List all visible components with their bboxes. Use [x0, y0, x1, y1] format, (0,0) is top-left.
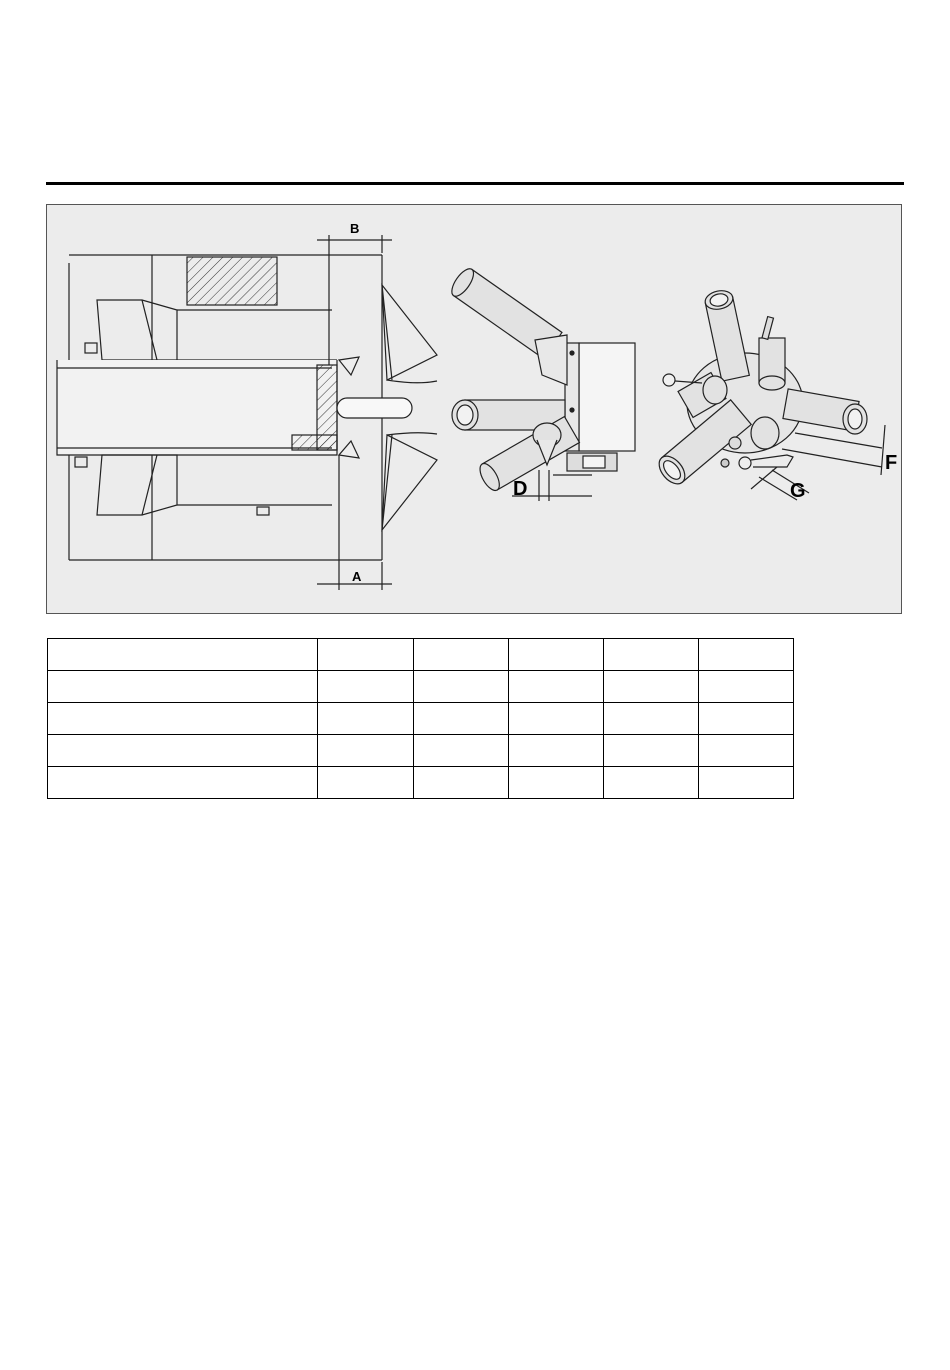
table-cell — [48, 767, 318, 799]
table-cell — [414, 767, 509, 799]
table-cell — [604, 703, 699, 735]
table-cell — [699, 767, 794, 799]
burner-drawing — [47, 205, 903, 615]
table-cell — [604, 639, 699, 671]
table-cell — [414, 639, 509, 671]
table-cell — [699, 639, 794, 671]
dimension-label-d: D — [513, 478, 528, 500]
table-row — [48, 639, 794, 671]
side-view — [448, 265, 635, 501]
table-cell — [699, 703, 794, 735]
table-cell — [318, 671, 414, 703]
dimension-label-a: A — [352, 569, 362, 584]
table-cell — [48, 639, 318, 671]
table-cell — [699, 735, 794, 767]
table-cell — [414, 735, 509, 767]
table-cell — [318, 703, 414, 735]
table-cell — [414, 703, 509, 735]
table-cell — [318, 767, 414, 799]
table-row — [48, 703, 794, 735]
table-cell — [604, 767, 699, 799]
table-cell — [48, 735, 318, 767]
table-cell — [414, 671, 509, 703]
dimension-label-b: B — [350, 221, 360, 236]
table-cell — [699, 671, 794, 703]
table-cell — [48, 703, 318, 735]
dimension-label-f: F — [885, 452, 898, 474]
dimension-label-g: G — [790, 480, 806, 502]
table-cell — [509, 735, 604, 767]
table-cell — [318, 735, 414, 767]
burner-head-figure — [46, 204, 902, 614]
table-cell — [509, 639, 604, 671]
table-cell — [509, 767, 604, 799]
front-view — [654, 288, 885, 500]
table-cell — [318, 639, 414, 671]
table-cell — [48, 671, 318, 703]
section-view — [57, 235, 437, 590]
dimension-table — [47, 638, 794, 799]
section-divider — [46, 182, 904, 185]
table-cell — [509, 703, 604, 735]
table-row — [48, 767, 794, 799]
table-cell — [509, 671, 604, 703]
table-cell — [604, 671, 699, 703]
table-row — [48, 671, 794, 703]
table-cell — [604, 735, 699, 767]
table-row — [48, 735, 794, 767]
